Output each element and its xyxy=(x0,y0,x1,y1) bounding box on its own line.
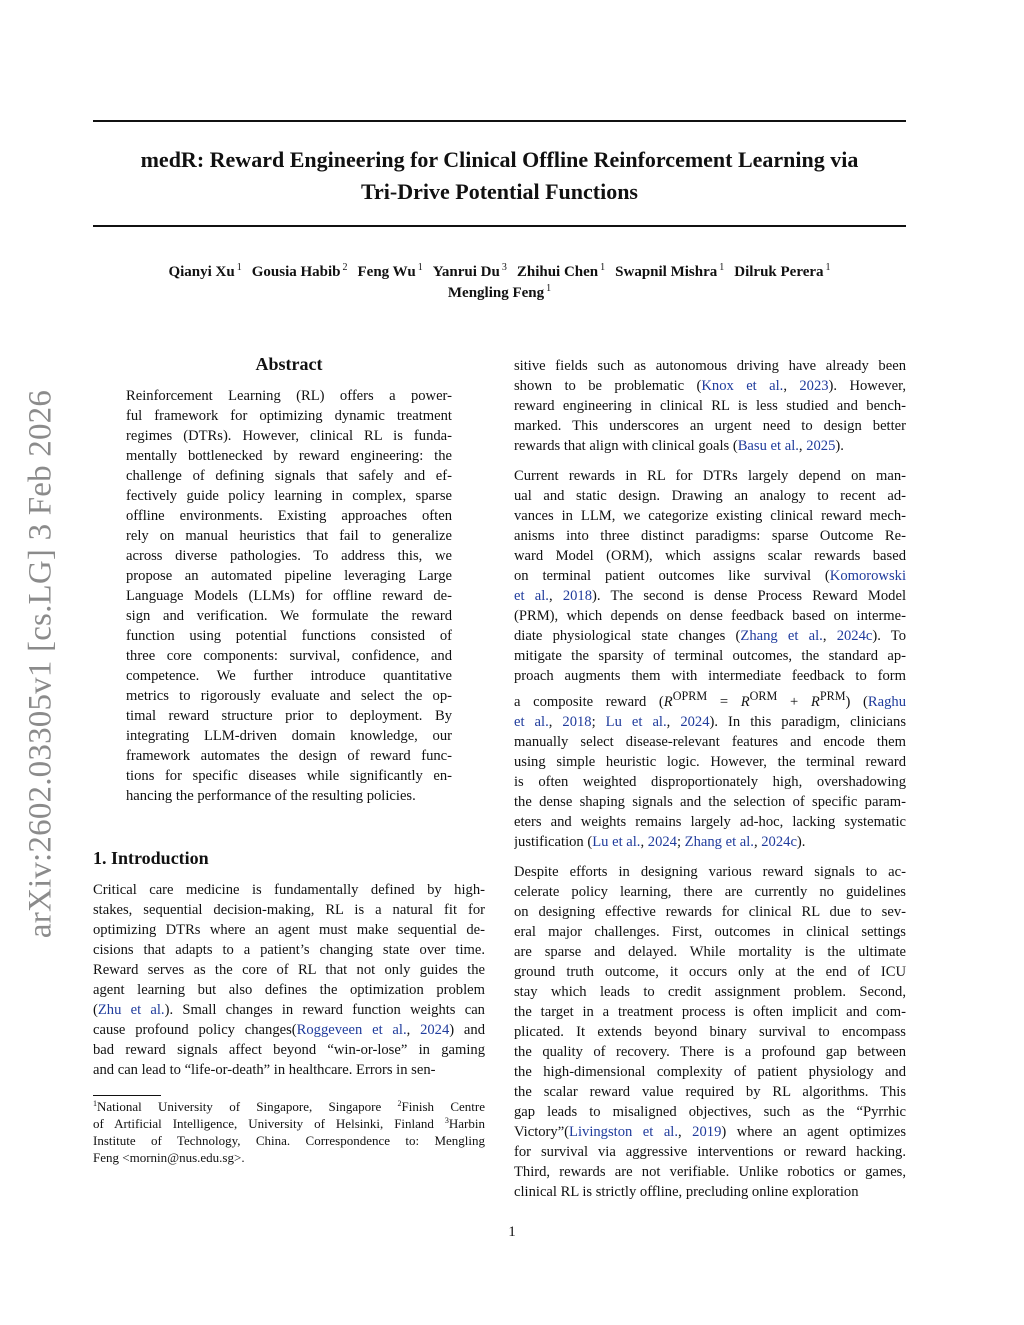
citation-link[interactable]: et al. xyxy=(514,588,549,604)
text-line: regimes (DTRs). However, clinical RL is funda- xyxy=(126,428,452,444)
title-rule-top xyxy=(93,120,906,122)
title-line: Tri-Drive Potential Functions xyxy=(361,179,638,204)
text-line xyxy=(93,880,485,900)
text-line xyxy=(514,566,906,586)
text-run: stay which leads to credit assignment problem. Second, xyxy=(514,983,906,1000)
text-line xyxy=(514,1042,906,1062)
text-line: offline environments. Existing approaches often xyxy=(126,508,452,524)
author-name: Swapnil Mishra xyxy=(615,264,718,280)
text-line xyxy=(93,1020,485,1040)
text-line xyxy=(514,546,906,566)
author-affiliation: 1 xyxy=(719,262,725,273)
text-line xyxy=(93,980,485,1000)
text-line: tions for specific diseases while significantly en- xyxy=(126,768,452,784)
citation-link[interactable]: 2024 xyxy=(680,713,710,730)
text-run: , xyxy=(753,833,762,850)
text-line xyxy=(514,982,906,1002)
text-line xyxy=(93,960,485,980)
text-line xyxy=(514,732,906,752)
superscript: 1 xyxy=(93,1099,97,1108)
citation-link[interactable]: Zhang et al. xyxy=(684,833,754,850)
title-rule-bottom xyxy=(93,225,906,227)
text-run: Finish Centre xyxy=(401,1099,485,1114)
text-line xyxy=(514,882,906,902)
text-line: timal reward structure prior to deployment. By xyxy=(126,708,452,724)
text-run: vances in LLM, we categorize existing clinical reward mech- xyxy=(514,508,906,524)
text-run: , xyxy=(406,1022,421,1038)
text-run: optimizing DTRs where an agent must make sequential de- xyxy=(93,922,485,938)
superscript: ORM xyxy=(749,689,778,703)
author xyxy=(252,262,348,283)
abstract-heading: Abstract xyxy=(255,354,323,374)
text-line xyxy=(514,1102,906,1122)
text-run: proach augments them with intermediate feedback to form xyxy=(514,668,906,684)
citation-link[interactable]: Basu et al. xyxy=(737,438,799,454)
text-run: , xyxy=(822,628,837,644)
text-line xyxy=(93,1115,485,1132)
text-run: , xyxy=(666,713,681,730)
text-line: fectively guide policy learning in complex, sparse xyxy=(126,488,452,504)
text-run: Institute of Technology, China. Correspondence to: Mengling xyxy=(93,1133,485,1148)
citation-link[interactable]: Lu et al. xyxy=(592,833,641,850)
text-run: mitigate the sparsity of terminal outcomes, the standard ap- xyxy=(514,648,906,664)
page-number: 1 xyxy=(508,1224,516,1240)
text-run: ground truth outcome, it occurs only at the end of ICU xyxy=(514,963,906,980)
citation-link[interactable]: Knox et al. xyxy=(701,378,784,394)
text-line: ful framework for optimizing dynamic treatment xyxy=(126,408,452,424)
text-run: the quality of recovery. There is a profound gap between xyxy=(514,1043,906,1060)
text-run: ). However, xyxy=(828,378,906,394)
text-line xyxy=(514,902,906,922)
text-line: challenge of defining signals that safely and ef- xyxy=(126,468,452,484)
citation-link[interactable]: Roggeveen et al. xyxy=(296,1022,407,1038)
text-run: (PRM), which depends on dense feedback based on interme- xyxy=(514,608,906,624)
text-run: a composite reward ( xyxy=(514,693,664,710)
text-line xyxy=(93,920,485,940)
text-line: integrating LLM-driven domain knowledge, our xyxy=(126,728,452,744)
text-run: Victory”( xyxy=(514,1123,570,1140)
introduction-paragraph xyxy=(93,880,485,1080)
superscript: OPRM xyxy=(672,689,708,703)
text-run: ; xyxy=(591,713,606,730)
text-run: sitive fields such as autonomous driving have already been xyxy=(514,358,906,374)
text-run: is often weighted disproportionately high, overshadowing xyxy=(514,773,906,790)
paper-title xyxy=(93,144,906,208)
text-line: Reinforcement Learning (RL) offers a power- xyxy=(126,388,452,404)
citation-link[interactable]: 2019 xyxy=(692,1123,722,1140)
text-run: anisms into three distinct paradigms: sparse Outcome Re- xyxy=(514,528,906,544)
text-line xyxy=(93,1149,485,1166)
text-line xyxy=(514,922,906,942)
text-line xyxy=(514,1122,906,1142)
text-line xyxy=(514,832,906,852)
text-line: rely on manual heuristics that fail to generalize xyxy=(126,528,452,544)
text-run: ). xyxy=(796,833,806,850)
author-affiliation: 1 xyxy=(825,262,831,273)
text-line xyxy=(514,1182,906,1202)
text-line xyxy=(514,606,906,626)
author-name: Gousia Habib xyxy=(251,264,341,280)
text-run: Feng <mornin@nus.edu.sg>. xyxy=(93,1150,245,1165)
citation-link[interactable]: et al. xyxy=(514,713,549,730)
text-run: justification ( xyxy=(514,833,593,850)
text-run: cause profound policy changes( xyxy=(93,1022,297,1038)
text-line xyxy=(514,1082,906,1102)
text-run: ) where an agent optimizes xyxy=(721,1123,906,1140)
text-run: agent learning but also defines the optimization problem xyxy=(93,982,485,998)
text-run: eral major challenges. First, outcomes in clinical settings xyxy=(514,923,906,940)
text-run: Critical care medicine is fundamentally defined by high- xyxy=(93,882,485,898)
text-line xyxy=(514,942,906,962)
text-line xyxy=(93,1060,485,1080)
text-run: Harbin xyxy=(448,1116,485,1131)
author-name: Qianyi Xu xyxy=(168,264,235,280)
citation-link[interactable]: 2024 xyxy=(420,1022,450,1038)
text-run: ( xyxy=(93,1002,98,1018)
text-run: National University of Singapore, Singapore xyxy=(97,1099,398,1114)
text-run: manually select disease-relevant features and encode them xyxy=(514,733,906,750)
text-run: , xyxy=(548,588,563,604)
citation-link[interactable]: 2025 xyxy=(806,438,836,454)
math-symbol: R xyxy=(663,693,673,710)
text-run: celerate policy learning, there are currently no guidelines xyxy=(514,883,906,900)
author xyxy=(168,262,241,283)
citation-link[interactable]: Lu et al. xyxy=(605,713,667,730)
citation-link[interactable]: 2024c xyxy=(836,628,873,644)
text-run: ward Model (ORM), which assigns scalar rewards based xyxy=(514,548,906,564)
affiliation-footnote xyxy=(93,1098,485,1166)
left-column xyxy=(93,352,485,1090)
text-run: cisions that adapts to a patient’s changing state over time. xyxy=(93,942,485,958)
text-line xyxy=(514,376,906,396)
text-line xyxy=(514,396,906,416)
text-line: three core components: survival, confidence, and xyxy=(126,648,452,664)
text-run: and can lead to “life-or-death” in healthcare. Errors in sen- xyxy=(93,1062,436,1078)
text-line xyxy=(514,772,906,792)
text-line xyxy=(514,686,906,712)
text-line: Language Models (LLMs) for offline reward de- xyxy=(126,588,452,604)
text-run: Third, rewards are not verifiable. Unlike robotics or games, xyxy=(514,1163,906,1180)
text-run: ; xyxy=(676,833,685,850)
text-run: using simple heuristic logic. However, the terminal reward xyxy=(514,753,906,770)
text-line: propose an automated pipeline leveraging Large xyxy=(126,568,452,584)
author xyxy=(615,262,724,283)
author-name: Zhihui Chen xyxy=(516,264,599,280)
citation-link[interactable]: 2024 xyxy=(647,833,677,850)
author xyxy=(448,283,551,304)
text-line: sign and verification. We formulate the reward xyxy=(126,608,452,624)
superscript: 3 xyxy=(444,1116,449,1125)
superscript: PRM xyxy=(819,689,846,703)
text-run: ). xyxy=(835,438,844,454)
text-line: metrics to rigorously evaluate and select the op- xyxy=(126,688,452,704)
author xyxy=(433,262,507,283)
text-line xyxy=(93,900,485,920)
text-line: function using potential functions consisted of xyxy=(126,628,452,644)
text-run: stakes, sequential decision-making, RL is a natural fit for xyxy=(93,902,485,918)
text-line: framework automates the design of reward func- xyxy=(126,748,452,764)
text-run: reward engineering in clinical RL is less studied and bench- xyxy=(514,398,906,414)
text-run: , xyxy=(640,833,648,850)
text-line xyxy=(93,1132,485,1149)
text-line xyxy=(514,666,906,686)
text-line xyxy=(93,1000,485,1020)
text-run: ). In this paradigm, clinicians xyxy=(709,713,906,730)
text-run: shown to be problematic ( xyxy=(514,378,702,394)
text-run: ). To xyxy=(872,628,906,644)
text-run: ). Small changes in reward function weights can xyxy=(164,1002,485,1018)
text-run: on designing effective rewards for clinical RL due to sev- xyxy=(514,903,906,920)
text-run: the dense shaping signals and the selection of specific param- xyxy=(514,793,906,810)
text-line: across diverse pathologies. To address this, we xyxy=(126,548,452,564)
footnote-rule xyxy=(93,1095,161,1096)
text-line xyxy=(514,526,906,546)
text-line xyxy=(514,1062,906,1082)
text-run: the target in a treatment process is often implicit and com- xyxy=(514,1003,906,1020)
author-affiliation: 1 xyxy=(546,283,552,294)
author-affiliation: 3 xyxy=(501,262,507,273)
arxiv-id: arXiv:2602.03305v1 [cs.LG] 3 Feb 2026 xyxy=(22,389,59,939)
text-line xyxy=(514,812,906,832)
text-run: marked. This underscores an urgent need to design better xyxy=(514,418,906,434)
text-run: gap leads to misaligned objectives, such as the “Pyrrhic xyxy=(514,1103,906,1120)
text-run: , xyxy=(678,1123,693,1140)
text-run: ) and xyxy=(449,1022,485,1038)
citation-link[interactable]: Komorowski xyxy=(829,568,906,584)
citation-link[interactable]: Raghu xyxy=(867,693,906,710)
text-line xyxy=(514,646,906,666)
text-line xyxy=(514,626,906,646)
abstract-body xyxy=(126,386,452,806)
author-affiliation: 2 xyxy=(342,262,348,273)
text-line xyxy=(514,752,906,772)
text-line xyxy=(514,792,906,812)
author-affiliation: 1 xyxy=(600,262,606,273)
text-run: , xyxy=(548,713,563,730)
text-run: Current rewards in RL for DTRs largely depend on man- xyxy=(514,468,906,484)
author-affiliation: 1 xyxy=(236,262,242,273)
superscript: 2 xyxy=(397,1099,402,1108)
author-name: Dilruk Perera xyxy=(734,264,824,280)
text-run: the scalar reward value required by RL algorithms. This xyxy=(514,1083,906,1100)
paragraph xyxy=(514,862,906,1202)
author-list xyxy=(93,262,906,304)
text-line xyxy=(514,1022,906,1042)
text-line xyxy=(93,1040,485,1060)
text-run: , xyxy=(798,438,807,454)
text-run: for survival via aggressive interventions or reward hacking. xyxy=(514,1143,906,1160)
citation-link[interactable]: 2018 xyxy=(562,713,592,730)
text-run: Reward serves as the core of RL that not only guides the xyxy=(93,962,485,978)
text-run: rewards that align with clinical goals ( xyxy=(514,438,738,454)
author-name: Feng Wu xyxy=(357,264,416,280)
text-run: on terminal patient outcomes like survival ( xyxy=(514,568,830,584)
math-symbol: R xyxy=(810,693,820,710)
text-line: competence. We further introduce quantitative xyxy=(126,668,452,684)
text-line xyxy=(514,862,906,882)
paragraph xyxy=(514,356,906,456)
text-line xyxy=(514,486,906,506)
citation-link[interactable]: 2024c xyxy=(761,833,797,850)
text-line xyxy=(514,356,906,376)
text-run: = xyxy=(707,693,741,710)
citation-link[interactable]: 2018 xyxy=(562,588,592,604)
text-line: hancing the performance of the resulting policies. xyxy=(126,788,416,804)
right-column xyxy=(514,356,906,1212)
text-run: diate physiological state changes ( xyxy=(514,628,741,644)
text-line: mentally bottlenecked by reward engineering: the xyxy=(126,448,452,464)
paragraph xyxy=(514,466,906,852)
author-name: Yanrui Du xyxy=(432,264,500,280)
text-line xyxy=(514,466,906,486)
text-run: Despite efforts in designing various reward signals to ac- xyxy=(514,863,906,880)
text-line xyxy=(93,1098,485,1115)
section-heading-introduction: 1. Introduction xyxy=(93,848,209,868)
author-affiliation: 1 xyxy=(417,262,423,273)
text-run: the high-dimensional complexity of patient physiology and xyxy=(514,1063,906,1080)
text-run: eters and weights remains largely ad-hoc, lacking systematic xyxy=(514,813,906,830)
author xyxy=(358,262,423,283)
author xyxy=(517,262,605,283)
text-run: are sparse and delayed. While mortality is the ultimate xyxy=(514,943,906,960)
citation-link[interactable]: Zhang et al. xyxy=(740,628,823,644)
text-line xyxy=(93,940,485,960)
text-line xyxy=(514,586,906,606)
author-row xyxy=(93,283,906,304)
text-run: ual and static design. Drawing an analogy to recent ad- xyxy=(514,488,906,504)
text-line xyxy=(514,1162,906,1182)
text-run: ) ( xyxy=(845,693,868,710)
citation-link[interactable]: 2023 xyxy=(799,378,829,394)
text-line xyxy=(514,1142,906,1162)
citation-link[interactable]: Livingston et al. xyxy=(569,1123,679,1140)
text-run: bad reward signals affect beyond “win-or-lose” in gaming xyxy=(93,1042,485,1058)
text-run: plicated. It extends beyond binary survival to encompass xyxy=(514,1023,906,1040)
title-line: medR: Reward Engineering for Clinical Offline Reinforcement Learning via xyxy=(140,147,859,172)
text-line xyxy=(514,1002,906,1022)
author-row xyxy=(93,262,906,283)
math-symbol: R xyxy=(740,693,750,710)
text-line xyxy=(514,416,906,436)
text-run: + xyxy=(777,693,811,710)
text-run: clinical RL is strictly offline, precluding online exploration xyxy=(514,1183,859,1200)
text-line xyxy=(514,712,906,732)
text-run: ). The second is dense Process Reward Model xyxy=(592,588,906,604)
text-run: of Artificial Intelligence, University of Helsinki, Finland xyxy=(93,1116,445,1131)
text-run: , xyxy=(783,378,800,394)
text-line xyxy=(514,506,906,526)
text-line xyxy=(514,436,906,456)
author xyxy=(734,262,830,283)
author-name: Mengling Feng xyxy=(447,285,545,301)
citation-link[interactable]: Zhu et al. xyxy=(97,1002,165,1018)
text-line xyxy=(514,962,906,982)
